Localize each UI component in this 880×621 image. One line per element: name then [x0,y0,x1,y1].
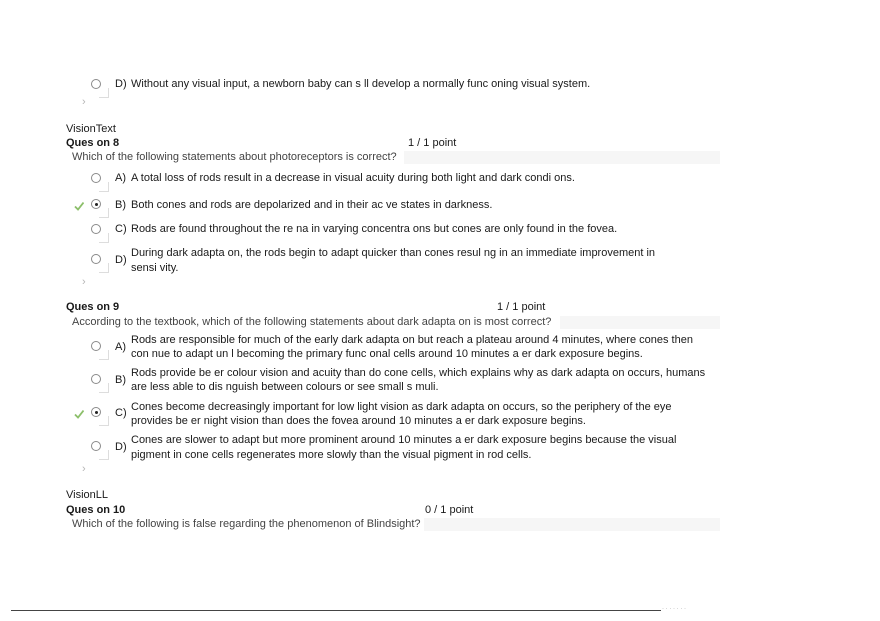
question-10-title: Ques on 10 [66,504,126,516]
option-text: During dark adapta on, the rods begin to adapt quicker than cones resul ng in an immediate improvement in [131,247,656,259]
page-divider [11,610,661,611]
section-label-visiontext: VisionText [66,123,116,135]
radio-q9-c[interactable] [91,407,101,417]
option-letter: D) [115,441,127,453]
radio-q9-d[interactable] [91,441,101,451]
radio-q9-b[interactable] [91,374,101,384]
option-text: Rods provide be er colour vision and acuity than do cone cells, which explains why as dark adapta on occurs, humans [131,367,706,379]
section-label-visionll: VisionLL [66,489,108,501]
chevron-right-icon[interactable]: › [82,96,86,108]
radio-q7-d[interactable] [91,79,101,89]
question-10-text: Which of the following is false regarding the phenomenon of Blindsight? [72,518,421,530]
check-icon [74,409,84,419]
question-10-bar [424,518,720,531]
option-text: Without any visual input, a newborn baby can s ll develop a normally func oning visual system. [131,78,591,90]
question-9-title: Ques on 9 [66,301,120,313]
option-letter: D) [115,254,127,266]
option-letter: A) [115,172,126,184]
option-letter: A) [115,341,126,353]
question-8-points: 1 / 1 point [408,137,457,149]
radio-q8-c[interactable] [91,224,101,234]
option-letter: B) [115,199,126,211]
option-text: Cones become decreasingly important for low light vision as dark adapta on occurs, so the periphery of the eye [131,401,672,413]
chevron-right-icon[interactable]: › [82,276,86,288]
option-letter: B) [115,374,126,386]
question-8-title: Ques on 8 [66,137,120,149]
option-text-line2: sensi vity. [131,262,179,274]
radio-q8-b[interactable] [91,199,101,209]
question-8-bar [404,151,720,164]
option-text-line2: con nue to adapt un l becoming the primary func onal cells around 10 minutes a er dark exposure begins. [131,348,643,360]
question-8-text: Which of the following statements about photoreceptors is correct? [72,151,397,163]
option-text: Cones are slower to adapt but more prominent around 10 minutes a er dark exposure begins because the visual [131,434,677,446]
option-letter: C) [115,223,127,235]
radio-q8-d[interactable] [91,254,101,264]
radio-q8-a[interactable] [91,173,101,183]
question-9-text: According to the textbook, which of the following statements about dark adapta on is most correct? [72,316,552,328]
footer-marks: · · · · · · · [662,606,686,612]
option-text: A total loss of rods result in a decrease in visual acuity during both light and dark condi ons. [131,172,575,184]
option-text-line2: pigment in cone cells regenerates more slowly than the visual pigment in rod cells. [131,449,532,461]
option-letter: C) [115,407,127,419]
question-9-bar [560,316,720,329]
option-text-line2: provides be er night vision than does the fovea around 10 minutes a er dark exposure begins. [131,415,586,427]
option-text: Both cones and rods are depolarized and in their ac ve states in darkness. [131,199,493,211]
option-text-line2: are less able to dis nguish between colours or see small s muli. [131,381,439,393]
option-text: Rods are found throughout the re na in varying concentra ons but cones are only found in the fovea. [131,223,618,235]
option-text: Rods are responsible for much of the early dark adapta on but reach a plateau around 4 minutes, where cones then [131,334,693,346]
question-10-points: 0 / 1 point [425,504,474,516]
radio-q9-a[interactable] [91,341,101,351]
chevron-right-icon[interactable]: › [82,463,86,475]
check-icon [74,201,84,211]
option-letter: D) [115,78,127,90]
question-9-points: 1 / 1 point [497,301,546,313]
